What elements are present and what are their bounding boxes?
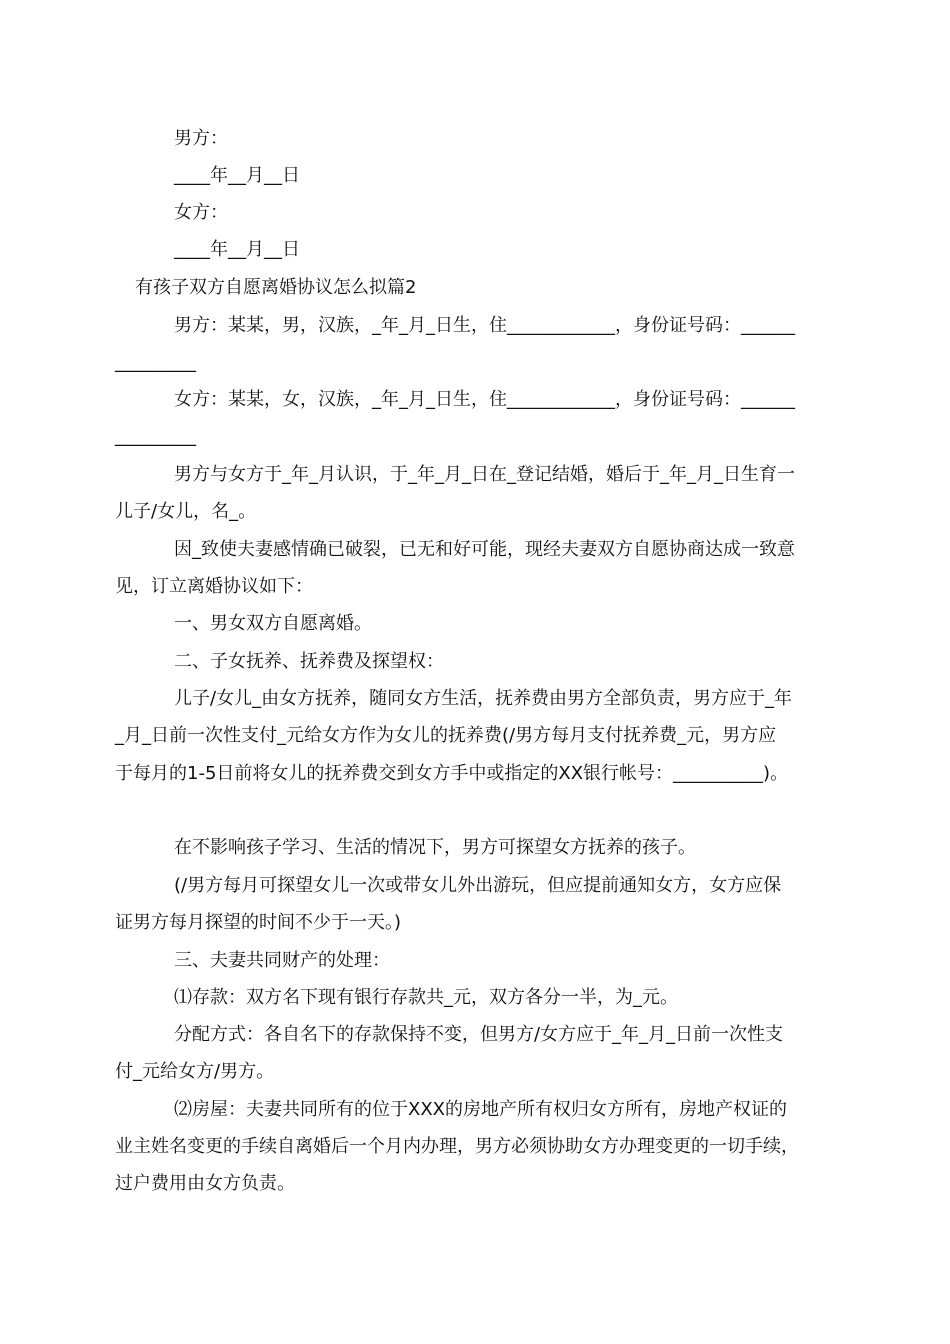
deposit-paragraph: ⑴存款：双方名下现有银行存款共_元，双方各分一半，为_元。 [174,987,678,1008]
custody-paragraph-line: _月_日前一次性支付_元给女方作为女儿的抚养费(/男方每月支付抚养费_元，男方应 [115,725,777,746]
female-signature-date: ____年__月__日 [174,239,300,260]
clause-three-heading: 三、夫妻共同财产的处理： [174,950,390,971]
clause-one: 一、男女双方自愿离婚。 [174,613,372,634]
clause-two-heading: 二、子女抚养、抚养费及探望权： [174,651,444,672]
section-title: 有孩子双方自愿离婚协议怎么拟篇2 [135,277,417,298]
visitation-alt-line: (/男方每月可探望女儿一次或带女儿外出游玩，但应提前通知女方，女方应保 [174,875,782,896]
marriage-paragraph-line: 男方与女方于_年_月认识，于_年_月_日在_登记结婚，婚后于_年_月_日生育一 [174,464,795,485]
house-paragraph-line: ⑵房屋：夫妻共同所有的位于XXX的房地产所有权归女方所有，房地产权证的 [174,1099,787,1120]
custody-paragraph-line: 于每月的1-5日前将女儿的抚养费交到女方手中或指定的XX银行帐号：__________)。 [115,763,789,784]
reason-paragraph-line: 见，订立离婚协议如下： [115,576,313,597]
custody-paragraph-line: 儿子/女儿_由女方抚养，随同女方生活，抚养费由男方全部负责，男方应于_年 [174,688,793,709]
marriage-paragraph-line: 儿子/女儿，名_。 [115,501,257,522]
female-party-line: 女方：某某，女，汉族，_年_月_日生，住____________，身份证号码：______ [174,389,795,410]
visitation-alt-line: 证男方每月探望的时间不少于一天。) [115,912,402,933]
distribution-paragraph-line: 付_元给女方/男方。 [115,1061,275,1082]
male-signature-date: ____年__月__日 [174,165,300,186]
house-paragraph-line: 过户费用由女方负责。 [115,1173,295,1194]
reason-paragraph-line: 因_致使夫妻感情确已破裂，已无和好可能，现经夫妻双方自愿协商达成一致意 [174,539,795,560]
male-party-line: 男方：某某，男，汉族，_年_月_日生，住____________，身份证号码：______ [174,315,795,336]
male-party-line-cont: _________ [115,352,196,373]
female-signature-label: 女方： [174,202,228,223]
house-paragraph-line: 业主姓名变更的手续自离婚后一个月内办理，男方必须协助女方办理变更的一切手续， [115,1136,799,1157]
distribution-paragraph-line: 分配方式：各自名下的存款保持不变，但男方/女方应于_年_月_日前一次性支 [174,1024,784,1045]
visitation-paragraph: 在不影响孩子学习、生活的情况下，男方可探望女方抚养的孩子。 [174,837,696,858]
female-party-line-cont: _________ [115,426,196,447]
male-signature-label: 男方： [174,128,228,149]
